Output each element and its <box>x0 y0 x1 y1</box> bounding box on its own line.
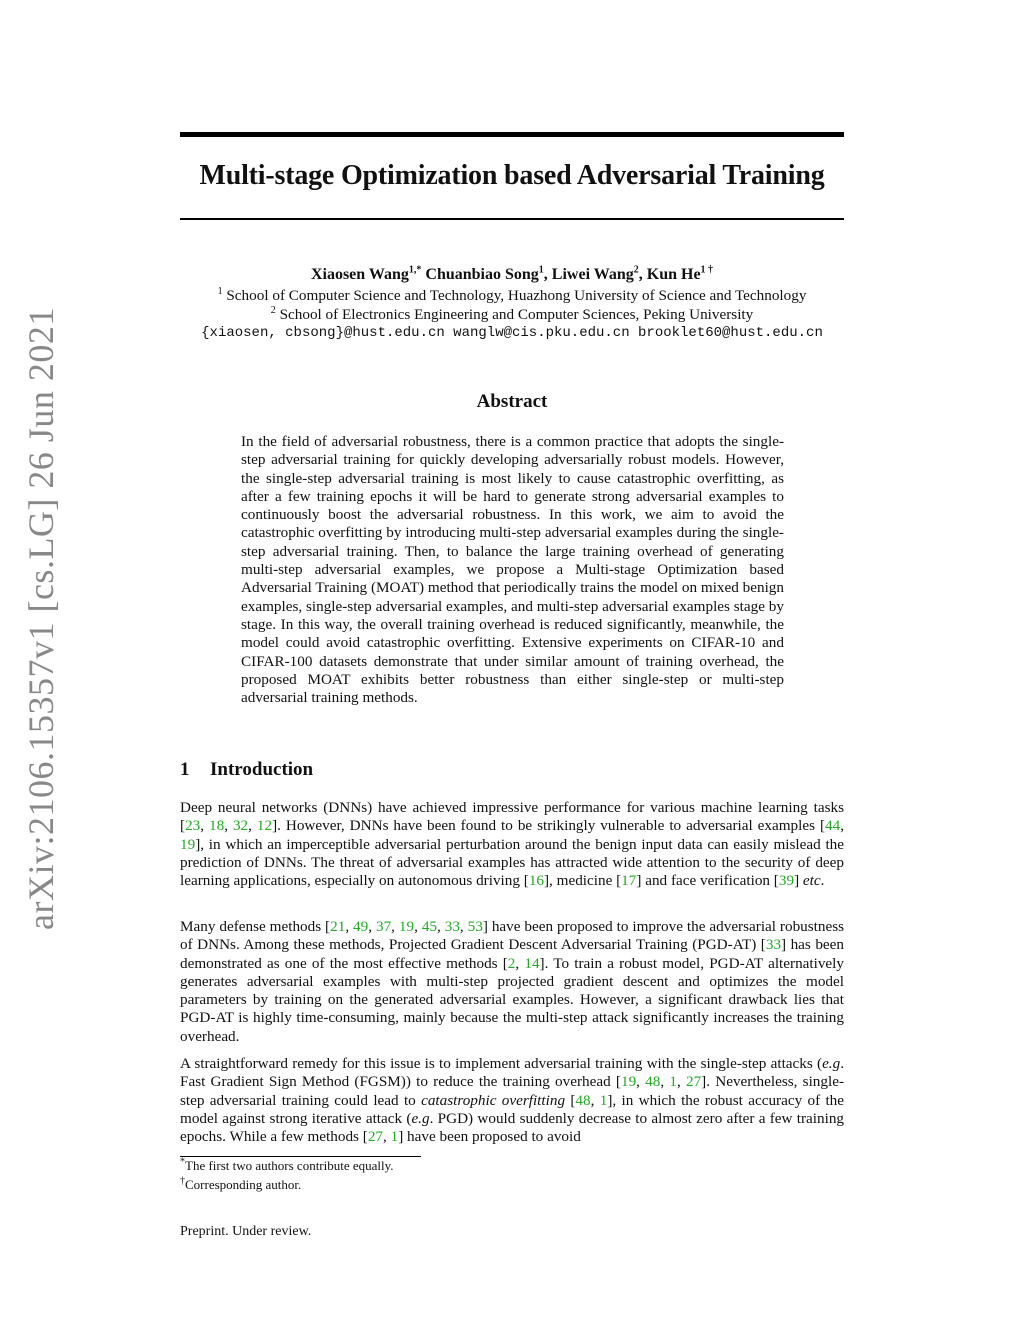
citation-link[interactable]: 39 <box>778 872 795 890</box>
citation-link[interactable]: 49 <box>353 918 369 935</box>
author-affiliation-mark: 1,* <box>408 264 422 276</box>
affiliation-mark: 1 <box>217 285 223 297</box>
citation-link[interactable]: 45 <box>421 918 437 935</box>
author-name: Chuanbiao Song <box>425 266 539 283</box>
citation-link[interactable]: 33 <box>444 918 460 935</box>
footnote-rule <box>180 1156 421 1157</box>
citation-link[interactable]: 37 <box>375 918 392 935</box>
title-top-rule <box>180 132 844 137</box>
citation-link[interactable]: 44 <box>825 817 841 835</box>
title-bottom-rule <box>180 218 844 220</box>
footnote-text: The first two authors contribute equally. <box>185 1158 394 1173</box>
citation-link[interactable]: 2 <box>507 954 516 972</box>
citation-link[interactable]: 48 <box>645 1073 661 1091</box>
affiliation-text: School of Electronics Engineering and Computer Sciences, Peking University <box>279 306 754 323</box>
author-name: Xiaosen Wang <box>310 266 409 283</box>
author-name: Liwei Wang <box>551 266 634 283</box>
citation-link[interactable]: 16 <box>528 872 544 890</box>
arxiv-identifier: arXiv:2106.15357v1 [cs.LG] 26 Jun 2021 <box>21 307 61 930</box>
paragraph-2: Many defense methods [21, 49, 37, 19, 45, 33, 53] have been proposed to improve the adversarial robustness of DNNs. Among these methods, Projected Gradient Descent Adversarial Training (PGD-AT) [33] has been demonstrated as one of the most effective methods [2, 14]. To train a robust model, PGD-AT alternatively generates adversarial examples with multi-step projected gradient descent and optimizes the model parameters by training on the generated adversarial examples. However, a significant drawback lies that PGD-AT is highly time-consuming, mainly because the multi-step attack significantly increases the training overhead. <box>180 918 845 1045</box>
author-emails: {xiaosen, cbsong}@hust.edu.cn wanglw@cis.pku.edu.cn brooklet60@hust.edu.cn <box>201 325 823 341</box>
affiliation-mark: 2 <box>270 304 276 316</box>
abstract-heading: Abstract <box>476 391 548 412</box>
author-list: Xiaosen Wang$^{1,*}$ Chuanbiao Song$^1$, Liwei Wang$^2$, Kun $He^{1 \dagger}$ <box>310 264 714 283</box>
citation-link[interactable]: 12 <box>256 817 273 835</box>
footnote-mark: † <box>180 1175 185 1187</box>
citation-link[interactable]: 27 <box>685 1073 702 1091</box>
affiliation-text: School of Computer Science and Technology, Huazhong University of Science and Technology <box>226 287 807 304</box>
author-affiliation-mark: 1 <box>538 264 544 276</box>
affiliation-2 <box>160 306 864 324</box>
citation-link[interactable]: 21 <box>330 918 346 935</box>
section-title: Introduction <box>210 759 314 780</box>
citation-link[interactable]: 53 <box>467 918 483 935</box>
abstract-text: In the field of adversarial robustness, there is a common practice that adopts the single-step adversarial training for quickly developing adversarially robust models. However, the single-step adversarial training is most likely to cause catastrophic overfitting, as after a few training epochs it will be hard to generate strong adversarial examples to continuously boost the adversarial robustness. In this work, we aim to avoid the catastrophic overfitting by introducing multi-step adversarial examples during the single-step adversarial training. Then, to balance the large training overhead of generating multi-step adversarial examples, we propose a Multi-stage Optimization based Adversarial Training (MOAT) method that periodically trains the model on mixed benign examples, single-step adversarial examples, and multi-step adversarial examples stage by stage. In this way, the overall training overhead is reduced significantly, meanwhile, the model could avoid catastrophic overfitting. Extensive experiments on CIFAR-10 and CIFAR-100 datasets demonstrate that under similar amount of training overhead, the proposed MOAT exhibits better robustness than either single-step or multi-step adversarial training methods. <box>241 433 784 707</box>
author-name: Kun He <box>646 266 701 283</box>
author-affiliation-mark: 1 † <box>700 264 714 276</box>
citation-link[interactable]: 33 <box>765 936 782 954</box>
citation-link[interactable]: 19 <box>180 835 196 853</box>
footnote-mark: * <box>180 1156 185 1168</box>
citation-link[interactable]: 23 <box>185 817 201 835</box>
preprint-notice: Preprint. Under review. <box>180 1224 312 1239</box>
citation-link[interactable]: 32 <box>232 817 249 835</box>
affiliation-1 <box>160 287 864 305</box>
footnote-2 <box>180 1177 301 1193</box>
section-heading <box>180 759 313 781</box>
paragraph-3: A straightforward remedy for this issue is to implement adversarial training with the single-step attacks (e.g. Fast Gradient Sign Method (FGSM)) to reduce the training overhead [19, 48, 1, 27]. Nevertheless, single-step adversarial training could lead to catastrophic overfitting [48, 1], in which the robust accuracy of the model against strong iterative attack (e.g. PGD) would suddenly decrease to almost zero after a few training epochs. While a few methods [27, 1] have been proposed to avoid <box>180 1055 845 1146</box>
author-affiliation-mark: 2 <box>633 264 639 276</box>
footnote-text: Corresponding author. <box>185 1177 302 1192</box>
paper-title: Multi-stage Optimization based Adversarial Training <box>199 160 825 191</box>
citation-link[interactable]: 14 <box>524 954 540 972</box>
footnote-1 <box>180 1158 394 1174</box>
section-number: 1 <box>180 759 190 780</box>
citation-link[interactable]: 19 <box>398 918 415 935</box>
citation-link[interactable]: 18 <box>209 817 225 835</box>
citation-link[interactable]: 19 <box>620 1073 637 1091</box>
citation-link[interactable]: 1 <box>390 1128 399 1146</box>
citation-link[interactable]: 27 <box>367 1128 384 1146</box>
citation-link[interactable]: 1 <box>669 1073 677 1091</box>
citation-link[interactable]: 17 <box>621 872 637 890</box>
paragraph-1: Deep neural networks (DNNs) have achieved impressive performance for various machine learning tasks [23, 18, 32, 12]. However, DNNs have been found to be strikingly vulnerable to adversarial examples [44, 19], in which an imperceptible adversarial perturbation around the benign input data can easily mislead the prediction of DNNs. The threat of adversarial examples has attracted wide attention to the security of deep learning applications, especially on autonomous driving [16], medicine [17] and face verification [39] etc. <box>180 799 844 890</box>
citation-link[interactable]: 48 <box>575 1091 591 1109</box>
citation-link[interactable]: 1 <box>599 1091 608 1109</box>
